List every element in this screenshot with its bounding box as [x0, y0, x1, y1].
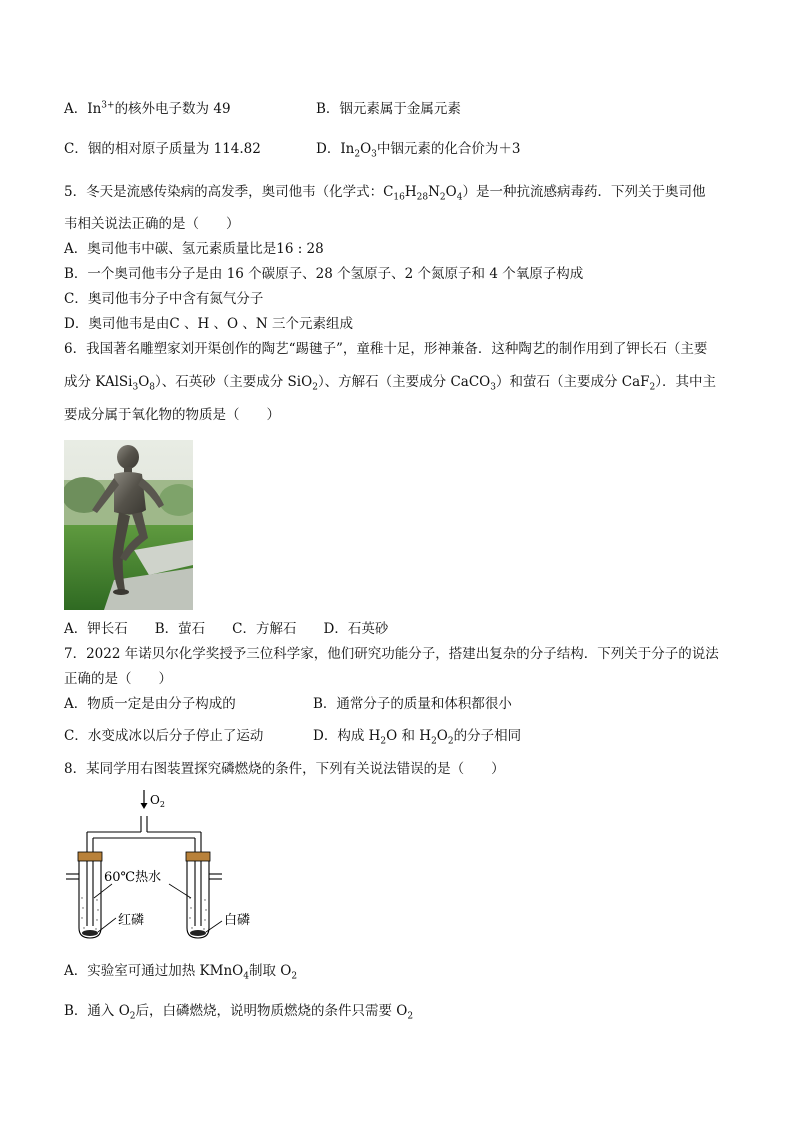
q7-option-c: C．水变成冰以后分子停止了运动	[64, 728, 264, 744]
q5-stem-line1: 5．冬天是流感传染病的高发季，奥司他韦（化学式：$C_{16}H_{28}N_2O_4$）是一种抗流感病毒药．下列关于奥司他	[64, 184, 706, 203]
red-phosphorus-label: 红磷	[118, 913, 145, 928]
q5-stem-line2: 韦相关说法正确的是（ ）	[64, 216, 240, 232]
q5-option-b: B．一个奥司他韦分子是由 16 个碳原子、28 个氢原子、2 个氮原子和 4 个氧原子构成	[64, 266, 584, 282]
white-phosphorus-label: 白磷	[224, 913, 251, 928]
q4-option-c: C．铟的相对原子质量为 114.82	[64, 141, 261, 157]
q6-stem-line1: 6．我国著名雕塑家刘开渠创作的陶艺“踢毽子”，童稚十足，形神兼备．这种陶艺的制作用到了钾长石（主要	[64, 341, 708, 357]
sculpture-photo	[64, 440, 193, 610]
q8-option-a: A．实验室可通过加热 KMnO$_4$制取 $O_2$	[64, 963, 298, 982]
hot-water-label: 60℃热水	[104, 870, 162, 885]
phosphorus-apparatus-diagram	[64, 786, 264, 946]
q4-option-b: B．铟元素属于金属元素	[316, 101, 461, 117]
q5-option-a: A．奥司他韦中碳、氢元素质量比是16 : 28	[64, 241, 324, 257]
q7-option-d: D．构成 $H_2O$ 和 $H_2O_2$的分子相同	[313, 728, 522, 747]
q7-option-b: B．通常分子的质量和体积都很小	[313, 696, 512, 712]
q4-option-a: A．$In^{3+}$的核外电子数为 49	[64, 100, 231, 117]
q7-stem-line2: 正确的是（ ）	[64, 671, 172, 687]
q5-option-d: D．奥司他韦是由C 、H 、O 、N 三个元素组成	[64, 316, 353, 332]
q6-stem-line3: 要成分属于氧化物的物质是（ ）	[64, 407, 280, 423]
q6-stem-line2: 成分 $KAlSi_3O_8$）、石英砂（主要成分 SiO$_2$）、方解石（主要成分 CaCO$_3$）和萤石（主要成分 CaF$_2$）．其中主	[64, 374, 717, 393]
q4-option-d: D．$In_2O_3$中铟元素的化合价为＋3	[316, 141, 521, 160]
o2-label: $O_2$	[150, 793, 165, 809]
q7-option-a: A．物质一定是由分子构成的	[64, 696, 236, 712]
q8-stem: 8．某同学用右图装置探究磷燃烧的条件，下列有关说法错误的是（ ）	[64, 761, 505, 777]
q6-options: A．钾长石 B．萤石 C．方解石 D．石英砂	[64, 621, 389, 637]
q8-option-b: B．通入 $O_2$后，白磷燃烧，说明物质燃烧的条件只需要 $O_2$	[64, 1003, 414, 1022]
q7-stem-line1: 7．2022 年诺贝尔化学奖授予三位科学家，他们研究功能分子，搭建出复杂的分子结构．下列关于分子的说法	[64, 646, 719, 662]
q5-option-c: C．奥司他韦分子中含有氮气分子	[64, 291, 264, 307]
